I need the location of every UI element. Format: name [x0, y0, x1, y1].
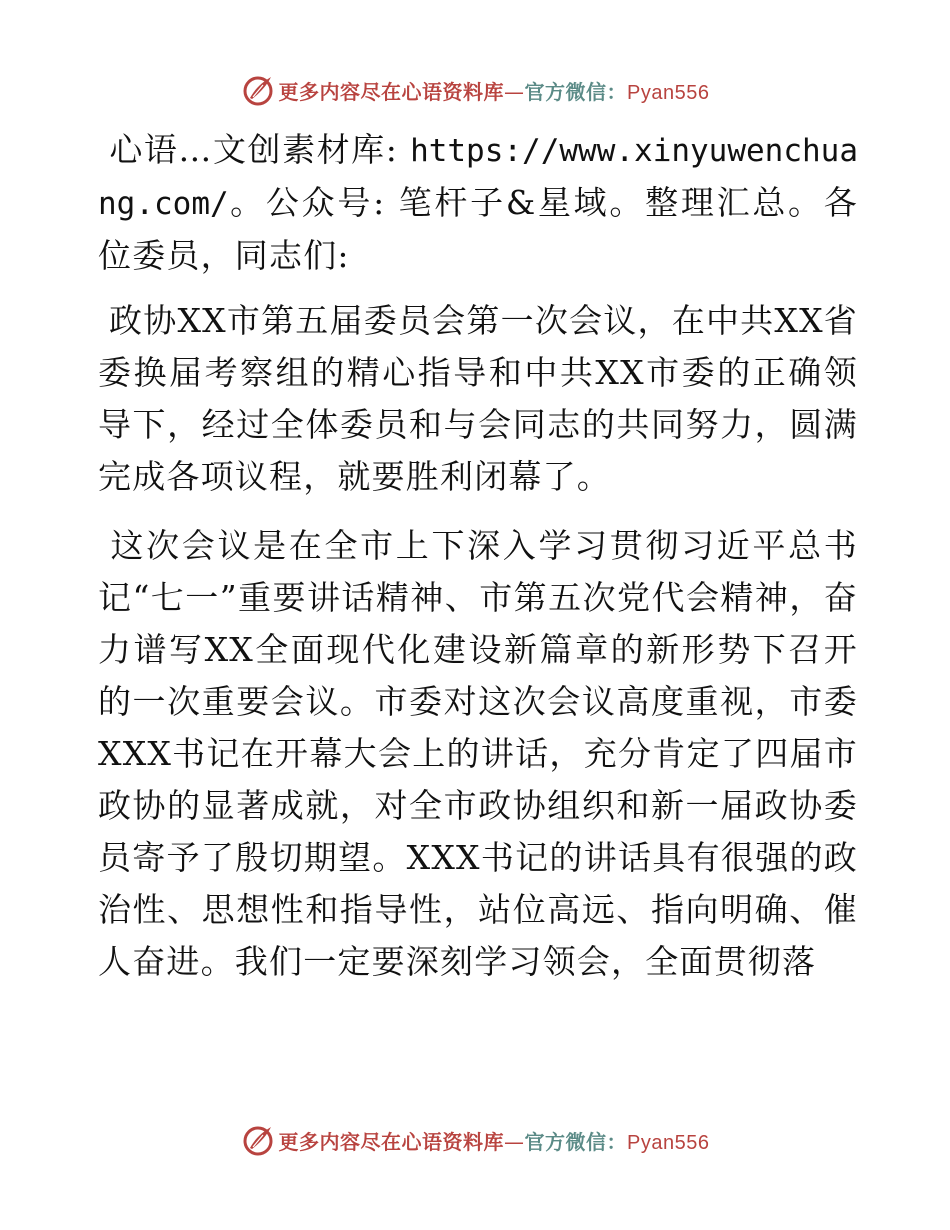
- header-banner-dash: —: [504, 79, 525, 104]
- document-body: [98, 124, 858, 1005]
- footer-banner-dash: —: [504, 1129, 525, 1154]
- footer-banner-text: [279, 1126, 710, 1155]
- footer-banner: [0, 1120, 950, 1160]
- paragraph-2-text: 政协XX市第五届委员会第一次会议，在中共XX省委换届考察组的精心指导和中共XX市委的正确领导下，经过全体委员和与会同志的共同努力，圆满完成各项议程，就要胜利闭幕了。: [98, 301, 858, 496]
- intro-rest: 。公众号: 笔杆子&星域。整理汇总。各位委员，同志们:: [98, 183, 858, 275]
- quill-logo-icon: [241, 1123, 275, 1157]
- paragraph-3-text: 这次会议是在全市上下深入学习贯彻习近平总书记“七一”重要讲话精神、市第五次党代会精神，奋力谱写XX全面现代化建设新篇章的新形势下召开的一次重要会议。市委对这次会议高度重视，市委XXX书记在开幕大会上的讲话，充分肯定了四届市政协的显著成就，对全市政协组织和新一届政协委员寄予了殷切期望。XXX书记的讲话具有很强的政治性、思想性和指导性，站位高远、指向明确、催人奋进。我们一定要深刻学习领会，全面贯彻落: [98, 526, 858, 981]
- header-banner-wechat-label: 官方微信：: [524, 79, 628, 104]
- footer-banner-title: 更多内容尽在心语资料库: [278, 1129, 505, 1154]
- source-label: 心语…文创素材库:: [109, 130, 411, 169]
- paragraph-2: [98, 295, 858, 503]
- source-link[interactable]: https://www.xinyuwenchuang.com/: [98, 133, 858, 222]
- quill-logo-icon: [241, 73, 275, 107]
- footer-banner-wechat-label: 官方微信：: [524, 1129, 628, 1154]
- footer-banner-wechat-id: Pyan556: [627, 1131, 710, 1154]
- header-banner: [0, 70, 950, 110]
- header-banner-text: [279, 76, 710, 105]
- header-banner-title: 更多内容尽在心语资料库: [278, 79, 505, 104]
- paragraph-3: [98, 520, 858, 988]
- header-banner-wechat-id: Pyan556: [627, 81, 710, 104]
- paragraph-intro: [98, 124, 858, 282]
